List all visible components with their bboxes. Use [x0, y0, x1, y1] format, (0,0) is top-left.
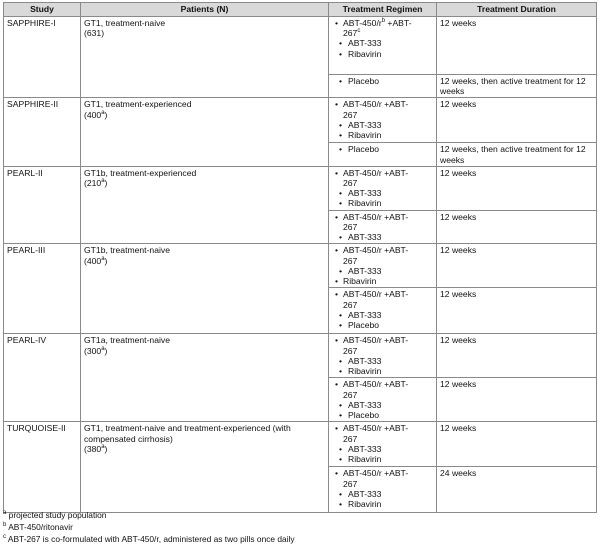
regimen-item: • ABT-450/r +ABT- 267 [332, 423, 433, 443]
regimen-cell [329, 75, 437, 98]
patients-cell [81, 244, 329, 334]
footnotes [3, 510, 593, 545]
regimen-item: • ABT-450/r +ABT- 267 [332, 335, 433, 355]
study-name: PEARL-III [4, 244, 81, 334]
population-text: GT1, treatment-naive [84, 18, 166, 28]
regimen-item: • ABT-333 [332, 356, 433, 366]
duration-cell: 12 weeks [437, 244, 597, 288]
regimen-cell [329, 422, 437, 467]
header-patients: Patients (N) [81, 3, 329, 17]
duration-cell: 12 weeks [437, 98, 597, 143]
regimen-item: • Ribavirin [332, 276, 433, 286]
footnote-b: $^b$ ABT-450/ritonavir [3, 521, 73, 532]
study-name: SAPPHIRE-I [4, 17, 81, 98]
population-text: GT1, treatment-naive and treatment-experienced (with compensated cirrhosis) [84, 423, 291, 444]
regimen-item: • Placebo [332, 320, 433, 330]
regimen-item: • ABT-333 [332, 232, 433, 242]
duration-cell: 12 weeks [437, 166, 597, 210]
regimen-item: • ABT-450/r +ABT- 267 [332, 168, 433, 188]
duration-cell: 12 weeks [437, 378, 597, 422]
regimen-item: • ABT-333 [332, 38, 433, 48]
regimen-item: • Placebo [332, 76, 433, 86]
regimen-item: • Placebo [332, 144, 433, 154]
regimen-item: • ABT-450/r +ABT- 267 [332, 212, 433, 232]
regimen-cell [329, 378, 437, 422]
header-regimen: Treatment Regimen [329, 3, 437, 17]
table-row [4, 98, 597, 143]
study-name: TURQUOISE-II [4, 422, 81, 513]
regimen-item: • Ribavirin [332, 454, 433, 464]
regimen-item: • ABT-333 [332, 266, 433, 276]
regimen-item: • Ribavirin [332, 499, 433, 509]
regimen-cell [329, 17, 437, 75]
regimen-cell [329, 210, 437, 244]
regimen-item: • ABT-333 [332, 400, 433, 410]
patients-cell [81, 334, 329, 422]
patients-cell [81, 422, 329, 513]
table-row [4, 166, 597, 210]
footnote-c: $^c$ ABT-267 is co-formulated with ABT-450/r, administered as two pills once daily [3, 533, 295, 544]
patient-count: (380$^a$) [84, 443, 108, 454]
study-name: PEARL-II [4, 166, 81, 244]
regimen-cell [329, 467, 437, 513]
regimen-cell [329, 288, 437, 334]
duration-cell: 12 weeks [437, 334, 597, 378]
regimen-item: • ABT-333 [332, 444, 433, 454]
regimen-item: • Ribavirin [332, 198, 433, 208]
table-row [4, 334, 597, 378]
regimen-item: • Ribavirin [332, 49, 433, 59]
duration-cell: 12 weeks [437, 288, 597, 334]
regimen-cell [329, 98, 437, 143]
duration-cell: 24 weeks [437, 467, 597, 513]
patient-count: (300$^a$) [84, 345, 108, 356]
regimen-cell [329, 244, 437, 288]
population-text: GT1b, treatment-naive [84, 245, 170, 256]
patients-cell [81, 17, 329, 98]
population-text: GT1a, treatment-naive [84, 335, 170, 346]
patients-cell [81, 98, 329, 166]
regimen-item: • ABT-450/r +ABT- 267 [332, 99, 433, 119]
table-row [4, 17, 597, 75]
regimen-item: • Ribavirin [332, 130, 433, 140]
regimen-item: • ABT-333 [332, 489, 433, 499]
duration-cell: 12 weeks, then active treatment for 12 weeks [437, 75, 597, 98]
regimen-item: • Ribavirin [332, 366, 433, 376]
duration-cell: 12 weeks [437, 17, 597, 75]
population-text: GT1, treatment-experienced [84, 99, 192, 110]
regimen-item: • ABT-450/r +ABT- 267 [332, 245, 433, 265]
regimen-item: • ABT-450/r +ABT- 267 [332, 289, 433, 309]
regimen-item: • ABT-450/r +ABT- 267 [332, 468, 433, 488]
duration-cell: 12 weeks, then active treatment for 12 weeks [437, 143, 597, 166]
study-name: SAPPHIRE-II [4, 98, 81, 166]
duration-cell: 12 weeks [437, 210, 597, 244]
regimen-item: • ABT-$450/r^b +ABT-$ 267$^c$ [332, 18, 433, 38]
patients-cell [81, 166, 329, 244]
table-header-row [4, 3, 597, 17]
patient-count: (631) [84, 28, 105, 39]
regimen-item: • ABT-333 [332, 310, 433, 320]
table-row [4, 244, 597, 288]
regimen-item: • ABT-333 [332, 120, 433, 130]
regimen-cell [329, 143, 437, 166]
header-duration: Treatment Duration [437, 3, 597, 17]
duration-cell: 12 weeks [437, 422, 597, 467]
patient-count: (400$^a$) [84, 109, 108, 120]
regimen-cell [329, 334, 437, 378]
footnote-a: $^a$ projected study population [3, 510, 107, 520]
regimen-item: • ABT-450/r +ABT- 267 [332, 379, 433, 399]
regimen-item: • Placebo [332, 410, 433, 420]
regimen-item: • ABT-333 [332, 188, 433, 198]
patient-count: (210$^a$) [84, 178, 108, 189]
patient-count: (400$^a$) [84, 255, 108, 266]
population-text: GT1b, treatment-experienced [84, 167, 197, 178]
study-name: PEARL-IV [4, 334, 81, 422]
header-study: Study [4, 3, 81, 17]
clinical-trials-table [3, 2, 597, 513]
regimen-cell [329, 166, 437, 210]
table-row [4, 422, 597, 467]
